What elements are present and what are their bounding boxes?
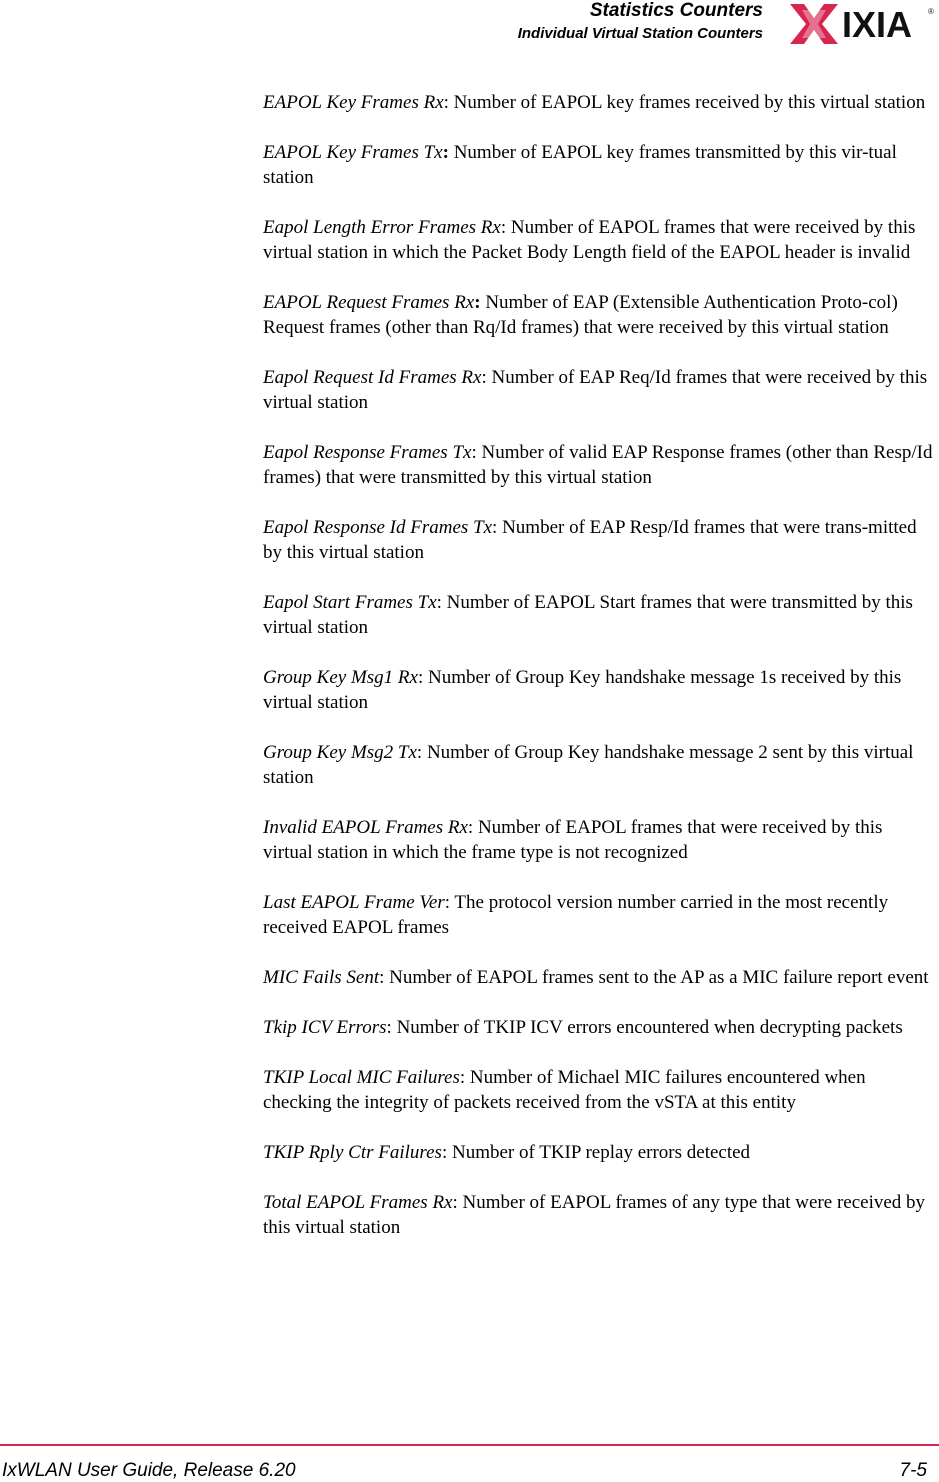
definition-term: Group Key Msg2 Tx: [263, 742, 417, 763]
footer-page-number: 7-5: [899, 1460, 927, 1481]
definition-term: TKIP Rply Ctr Failures: [263, 1142, 442, 1163]
definition-term: TKIP Local MIC Failures: [263, 1067, 460, 1088]
definition-text: Number of TKIP replay errors detected: [447, 1142, 751, 1163]
definition-separator: :: [443, 92, 449, 113]
definition-text: Number of EAPOL frames of any type that were received by this virtual station: [263, 1192, 926, 1238]
definition-separator: :: [441, 1142, 448, 1163]
definition-text: Number of TKIP ICV errors encountered when decrypting packets: [391, 1017, 903, 1038]
definition-separator: :: [417, 667, 424, 688]
definition-term: Eapol Start Frames Tx: [263, 592, 437, 613]
ixia-logo-text: IXIA: [842, 4, 913, 45]
definition-term: Tkip ICV Errors: [263, 1017, 387, 1038]
footer-divider: [0, 1444, 939, 1446]
definition-text: Number of EAPOL frames sent to the AP as a MIC failure report event: [384, 967, 929, 988]
definition-term: EAPOL Request Frames Rx: [263, 292, 475, 313]
definition-term: Group Key Msg1 Rx: [263, 667, 418, 688]
definition-text: Number of EAPOL key frames transmitted by this vir-tual station: [263, 142, 897, 188]
definition-text: Number of Group Key handshake message 2 sent by this virtual station: [263, 742, 914, 788]
definition-eapol-response-frames-tx: [263, 440, 935, 490]
definition-text: Number of EAP (Extensible Authentication Proto-col) Request frames (other than Rq/Id frames) that were received by this virtual station: [263, 292, 898, 338]
header-text: [518, 0, 763, 44]
ixia-logo-registered: ®: [928, 7, 934, 16]
definition-text: The protocol version number carried in the most recently received EAPOL frames: [263, 892, 889, 938]
definition-term: Eapol Request Id Frames Rx: [263, 367, 482, 388]
definition-term: Invalid EAPOL Frames Rx: [263, 817, 468, 838]
definition-separator: :: [459, 1067, 466, 1088]
definition-eapol-start-frames-tx: [263, 590, 935, 640]
definition-separator: :: [386, 1017, 392, 1038]
ixia-logo-mark: [790, 4, 838, 44]
definition-group-key-msg2-tx: [263, 740, 935, 790]
definition-text: Number of Michael MIC failures encountered when checking the integrity of packets received from the vSTA at this entity: [263, 1067, 866, 1113]
definition-term: MIC Fails Sent: [263, 967, 380, 988]
definition-text: Number of EAP Resp/Id frames that were trans-mitted by this virtual station: [263, 517, 917, 563]
definition-text: Number of EAP Req/Id frames that were received by this virtual station: [263, 367, 928, 413]
definition-mic-fails-sent: [263, 965, 935, 990]
definition-separator: :: [467, 817, 474, 838]
definition-eapol-response-id-frames-tx: [263, 515, 935, 565]
definition-term: Last EAPOL Frame Ver: [263, 892, 445, 913]
definition-separator: :: [500, 217, 507, 238]
definition-invalid-eapol-frames-rx: [263, 815, 935, 865]
definition-text: Number of EAPOL key frames received by this virtual station: [448, 92, 926, 113]
definition-tkip-rply-ctr-failures: [263, 1140, 935, 1165]
footer-guide-title: IxWLAN User Guide, Release 6.20: [2, 1460, 296, 1481]
definition-term: Eapol Response Id Frames Tx: [263, 517, 493, 538]
definition-separator: :: [444, 892, 451, 913]
definition-text: Number of EAPOL Start frames that were transmitted by this virtual station: [263, 592, 913, 638]
definition-separator: :: [416, 742, 423, 763]
definition-term: Total EAPOL Frames Rx: [263, 1192, 453, 1213]
definition-total-eapol-frames-rx: [263, 1190, 935, 1240]
definition-term: Eapol Length Error Frames Rx: [263, 217, 501, 238]
definition-term: EAPOL Key Frames Tx: [263, 142, 443, 163]
definition-text: Number of EAPOL frames that were received by this virtual station in which the frame type is not recognized: [263, 817, 883, 863]
definition-separator: :: [471, 442, 477, 463]
definition-eapol-key-frames-tx: [263, 140, 935, 190]
definition-last-eapol-frame-ver: [263, 890, 935, 940]
definitions-list: [263, 90, 935, 1265]
definition-text: Number of valid EAP Response frames (other than Resp/Id frames) that were transmitted by this virtual station: [263, 442, 933, 488]
definition-tkip-local-mic-failures: [263, 1065, 935, 1115]
definition-term: Eapol Response Frames Tx: [263, 442, 472, 463]
definition-separator: :: [474, 292, 481, 313]
header-subtitle: Individual Virtual Station Counters: [517, 25, 763, 42]
definition-eapol-request-id-frames-rx: [263, 365, 935, 415]
definition-separator: :: [436, 592, 442, 613]
ixia-logo: [788, 0, 938, 48]
header-title: Statistics Counters: [589, 0, 763, 21]
definition-text: Number of Group Key handshake message 1s received by this virtual station: [263, 667, 902, 713]
definition-eapol-key-frames-rx: [263, 90, 935, 115]
definition-eapol-length-error-frames-rx: [263, 215, 935, 265]
definition-text: Number of EAPOL frames that were received by this virtual station in which the Packet Body Length field of the EAPOL header is invalid: [263, 217, 916, 263]
page-header: [0, 0, 939, 50]
definition-separator: :: [492, 517, 498, 538]
definition-eapol-request-frames-rx: [263, 290, 935, 340]
definition-separator: :: [442, 142, 449, 163]
definition-separator: :: [379, 967, 385, 988]
definition-separator: :: [452, 1192, 458, 1213]
definition-separator: :: [481, 367, 487, 388]
definition-tkip-icv-errors: [263, 1015, 935, 1040]
definition-group-key-msg1-rx: [263, 665, 935, 715]
definition-term: EAPOL Key Frames Rx: [263, 92, 444, 113]
